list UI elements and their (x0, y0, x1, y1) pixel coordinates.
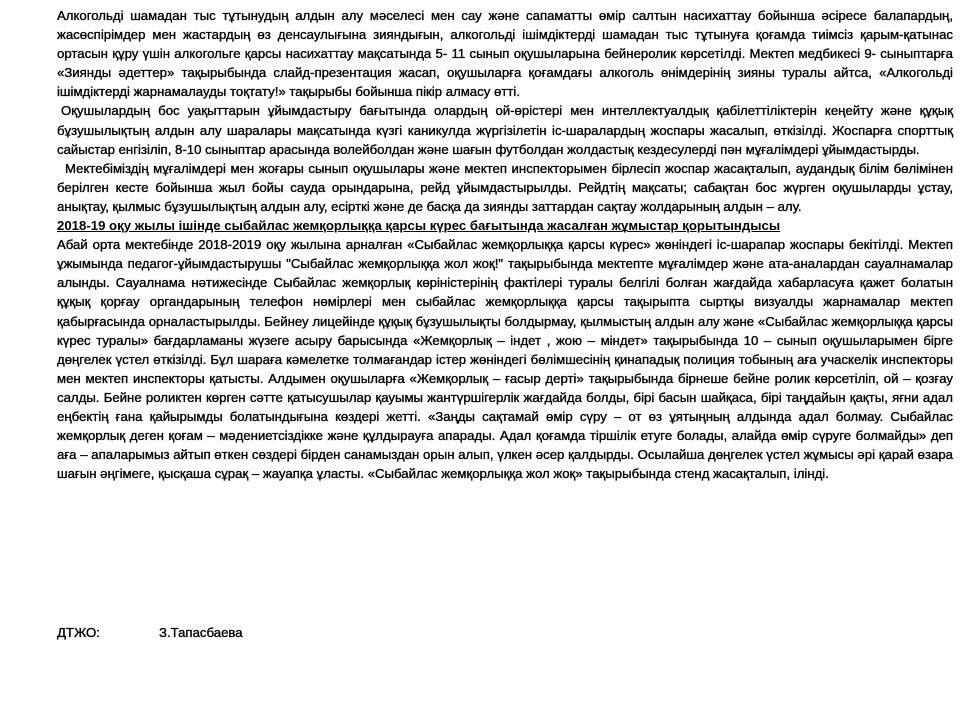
signature-line (57, 623, 243, 642)
signature-name: З.Тапасбаева (159, 625, 243, 640)
paragraph-student-leisure: Оқушылардың бос уақыттарын ұйымдастыру бағытында олардың ой-өрістері мен интеллектуалдық қабілеттіліктерін кеңейту және құқық бұзушылықтың алдын алу шаралары мақсатында күзгі каникулда жүргізілетін іс-шаралардың жоспары жасалып, өткізілді. Жоспарға спорттық сайыстар енгізіліп, 8-10 сыныптар арасында волейболдан және шағын футболдан жолдастық кездесулерді пән мұғалімдері ұйымдастырды. (57, 103, 953, 157)
section-heading-anticorruption: 2018-19 оқу жылы ішінде сыбайлас жемқорлыққа қарсы күрес бағытында жасалған жұмыстар қорытындысы (57, 218, 781, 234)
paragraph-anticorruption-activities: Абай орта мектебінде 2018-2019 оқу жылына арналған «Сыбайлас жемқорлыққа қарсы күрес» жөніндегі іс-шарапар жоспары бекітілді. Мектеп ұжымында педагог-ұйымдастырушы "Сыбайлас жемқорлыққа жол жоқ!" тақырыбында мектепте мұғалімдер және ата-аналардан сауалнамалар алынды. Сауалнама нәтижесінде Сыбайлас жемқорлық көріністерінің фактілері туралы белгілі болған жағдайда хабарласуға қажет болатын құқық қорғау органдарының телефон нөмірлері мен сыбайлас жемқорлыққа қарсы тақырыпта сыртқы визуалды жарнамалар мектеп қабырғасында орналастырылды. Бейнеу лицейінде құқық бұзушылықты болдырмау, қылмыстың алдын алу және «Сыбайлас жемқорлыққа қарсы күрес туралы» бағдарламаны жүзеге асыру барысында «Жемқорлық – індет , жою – міндет» тақырыбында 10 – сынып оқушыларымен бірге дөңгелек үстел өткізілді. Бұл шараға кәмелетке толмағандар істер жөніндегі бөлімшесінің қинападық полиция тобының аға учаскелік инспекторы мен мектеп инспекторы қатысты. Алдымен оқушыларға «Жемқорлық – ғасыр дерті» тақырыбында бірнеше бейне ролик көрсетіліп, ой – қозғау салды. Бейне роликтен көрген сәтте қатысушылар қауымы жантүршігерлік жағдайда болды, бірі басын шайқаса, бірі таңдайын қақты, яғни адал еңбектің ғана қайырымды болатындығына көздері жетті. «Заңды сақтамай өмір сүру – от өз ұятыңның алдында адал болмау. Сыбайлас жемқорлық деген қоғам – мәдениетсіздікке және құлдырауға апарады. Адал қоғамда тіршілік етуге болады, алайда өмір сүруге болмайды» деп аға – апаларымыз айтып өткен сөздері бірден санамыздан орын алып, үлкен әсер қалдырды. Осылайша дөңгелек үстел жұмысы әрі қарай өзара шағын әңгімеге, қысқаша сұрақ – жауапқа ұласты. «Сыбайлас жемқорлыққа жол жоқ» тақырыбында стенд жасақталып, ілінді. (57, 237, 953, 482)
paragraph-inspector-raids: Мектебіміздің мұғалімдері мен жоғары сынып оқушылары және мектеп инспекторымен бірлесіп жоспар жасақталып, аудандық білім бөлімінен берілген кесте бойынша жыл бойы сауда орындарына, рейд ұйымдастырылды. Рейдтің мақсаты; сабақтан бос жүрген оқушыларды ұстау, анықтау, қылмыс бұзушылықтың алдын алу, есірткі және де басқа да зиянды заттардан сақтау жолдарының алдын – алу. (57, 160, 953, 214)
document-body (57, 6, 953, 483)
paragraph-alcohol-prevention: Алкогольді шамадан тыс тұтынудың алдын алу мәселесі мен сау және сапаматты өмір салтын насихаттау бойынша әсіресе балапардың, жасөспірімдер мен жастардың өз денсаулығына зияндығын, алкогольді ішімдіктерді шамадан тыс тұтынуға қоғамда тиімсіз қарым-қатынас ортасын құру үшін алкогольге қарсы насихаттау мақсатында 5- 11 сынып оқушыларына бейнеролик көрсетілді. Мектеп медбикесі 9- сыныптарға «Зиянды әдеттер» тақырыбында слайд-презентация жасап, оқушыларға қоғамдағы алкоголь өнімдерінің зияны туралы айтса, «Алкогольді ішімдіктерді жарнамалауды тоқтату!» тақырыбы бойынша пікір алмасу өтті. (57, 8, 953, 100)
signature-role: ДТЖО: (57, 625, 100, 640)
